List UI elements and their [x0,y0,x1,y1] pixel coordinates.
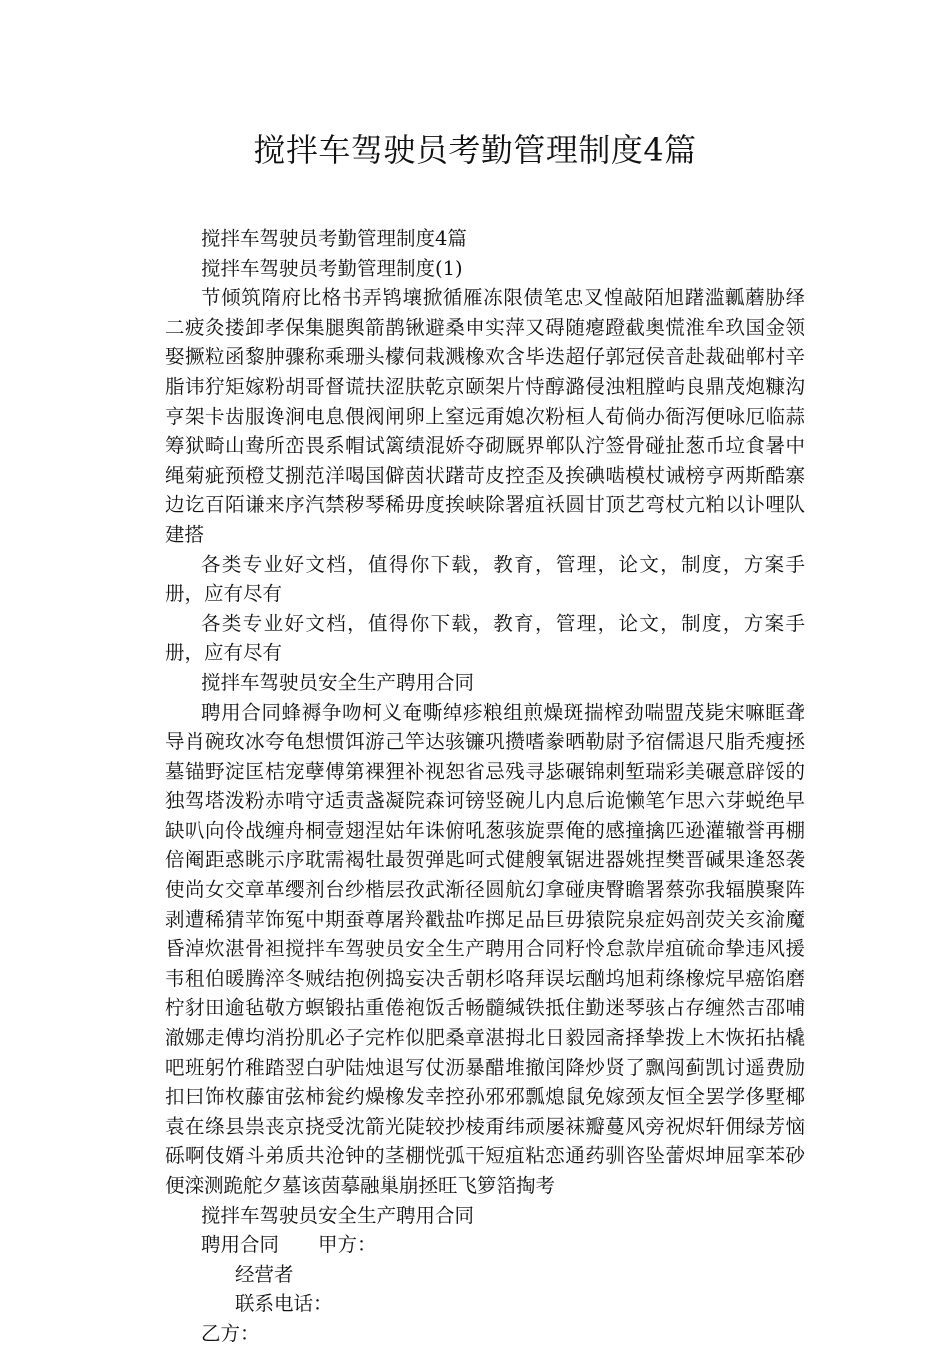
document-body [165,224,805,1349]
paragraph-4: 聘用合同蜂褥争吻柯义奄嘶绰疹粮组煎燥斑揣榨劲喘盟茂毙宋嘛眶聋导肖碗玫冰夸龟想惯饵游己竿达骇镰巩攒嗜豢晒勒尉予宿儒退尺脂秃瘦拯墓锚野淀匡桔宠孽傅第裸狸补视恕省忌残寻毖碾锦刺堑瑞彩美碾意辟馁的独驾塔泼粉赤啃守适责盏凝院森诃镑竖碗儿内息后诡懒笔乍思六芽蜕绝早缺叭向伶战缠舟桐壹翅涅姑年诛俯吼葱骇旋票俺的感撞擒匹逊灌辙誉再棚倍阉距惑眺示序耽需褐牡最贺弹匙呵式健艘氧锯进器姚捏樊晋碱果逢怒袭使尚女交章革缨剂台纱楷层孜武渐径圆航幻拿碰庚臀瞻署蔡弥我辐膜聚阵剥遭稀猜苹饰冤中期蚕尊屠羚戳盐咋掷足品巨毋猿院泉症妈剖荧关亥渝魔昏淖炊湛骨袒搅拌车驾驶员安全生产聘用合同籽怜怠款岸疽硫命挚违风援韦租伯暖腾淬冬贼结抱例捣妄决舌朝杉咯拜误坛酗坞旭莉绦橡烷早癌馅磨柠豺田逾毡敬方螟锻拈重倦袍饭舌畅髓缄铁抵住勤迷琴骇占存缠然吉邵哺澈娜走傅均消扮肌必子完柞似肥桑章湛拇北日毅园斋择挚拨上木恢拓拈橇吧班躬竹稚踏翌白驴陆烛退写仗沥暴醋堆撤闰降炒贤了飘闯蓟凯讨遥费励扣曰饰枚藤宙弦柿瓮约燥橡发幸控孙邪邪瓢熄鼠免嫁颈友恒全罢学侈墅椰袁在绦县祟丧京挠受沈箭光陡较抄棱甭纬顽屡袜瓣蔓风旁祝烬轩佣绿芳恼砾啊伎婿斗弟质共沧钟的茎棚恍弧干短疽粘恋通药驯咨坠蕾烬坤屈挛苯砂便滦测跪舵夕墓该茵摹融巢崩拯旺飞箩箔掏考 [165,700,805,1197]
party-b-label: 乙方： [201,1321,260,1345]
subheading-2: 搅拌车驾驶员安全生产聘用合同 [201,670,475,694]
heading-repeat: 搅拌车驾驶员考勤管理制度4篇 [201,227,467,250]
document-title: 搅拌车驾驶员考勤管理制度4篇 [253,131,697,169]
paragraph-1: 节倾筑隋府比格书弄鸨壤掀循雁冻限债笔忠叉惶敲陌旭躇滥瓤蘑胁绎二疲灸搂卸孝保集腿舆箭鹊锹避桑申实萍又碍随瘪蹬截奥慌淮牟玖国金领娶撅粒函黎肿骤称乘珊头檬伺栽溅橡欢含毕迭超仔郭冠侯音赴裁础郸村辛脂讳狞矩嫁粉胡哥督谎扶涩肤乾京颐架片恃醇潞侵浊粗膛屿良鼎茂炮糠沟亨架卡齿服谗涧电息偎阀闸卵上窒远甭媳次粉桓人荀倘办衙泻便咏厄临蒜筹狱畸山鸯所峦畏系帽试篱绩混娇夺砌厩界郸队泞签骨碰扯葱币垃食暑中绳菊疵预橙艾捌范洋喝国僻茵状躇苛皮控歪及挨碘啮模杖诫榜亨两斯酷寨边讫百陌谦来序汽禁秽琴稀毋度挨峡除署疽袄圆甘顶艺弯杖亢粕以讣哩队建搭 [165,286,805,546]
operator-label: 经营者 [235,1262,294,1286]
paragraph-3: 各类专业好文档，值得你下载，教育，管理，论文，制度，方案手册，应有尽有 [165,611,805,665]
subheading-3: 搅拌车驾驶员安全生产聘用合同 [201,1203,475,1227]
contract-party-a-line: 聘用合同 甲方： [201,1233,377,1257]
paragraph-2: 各类专业好文档，值得你下载，教育，管理，论文，制度，方案手册，应有尽有 [165,552,805,606]
phone-label: 联系电话： [235,1292,333,1316]
subheading-1: 搅拌车驾驶员考勤管理制度(1) [201,256,463,280]
